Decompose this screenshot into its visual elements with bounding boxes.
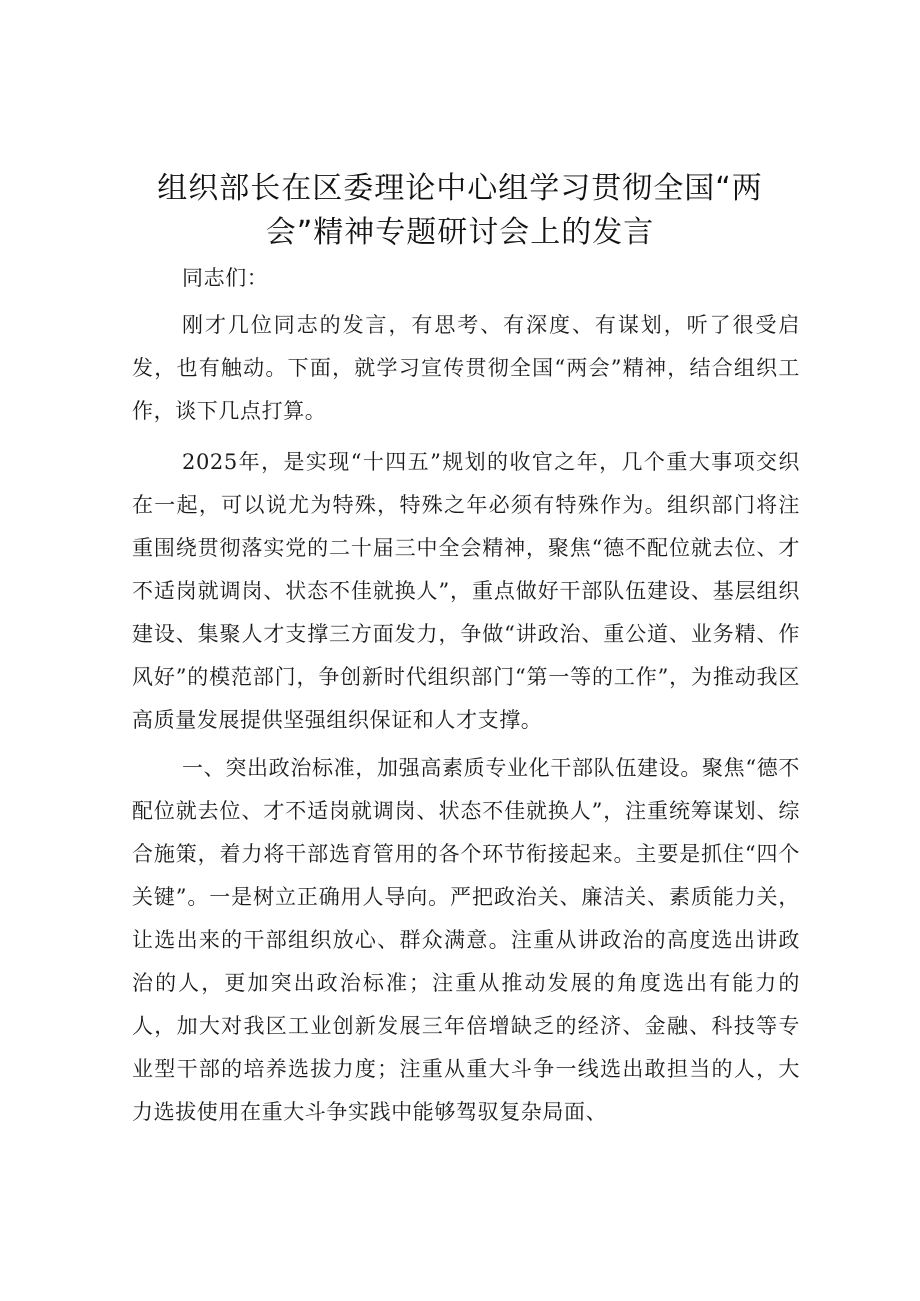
paragraph-section-one: 一、突出政治标准，加强高素质专业化干部队伍建设。聚焦“德不配位就去位、才不适岗就调岗、状态不佳就换人”，注重统筹谋划、综合施策，着力将干部选育管用的各个环节衔接起来。主要是抓住“四个关键”。一是树立正确用人导向。严把政治关、廉洁关、素质能力关，让选出来的干部组织放心、群众满意。注重从讲政治的高度选出讲政治的人，更加突出政治标准；注重从推动发展的角度选出有能力的人，加大对我区工业创新发展三年倍增缺乏的经济、金融、科技等专业型干部的培养选拔力度；注重从重大斗争一线选出敢担当的人，大力选拔使用在重大斗争实践中能够驾驭复杂局面、 xyxy=(132,756,800,1124)
document-title: 组织部长在区委理论中心组学习贯彻全国“两会”精神专题研讨会上的发言 xyxy=(157,171,763,250)
paragraph-opening: 刚才几位同志的发言，有思考、有深度、有谋划，听了很受启发，也有触动。下面，就学习宣传贯彻全国“两会”精神，结合组织工作，谈下几点打算。 xyxy=(132,313,800,423)
salutation: 同志们： xyxy=(182,266,269,290)
paragraph-2025-overview: 2025年，是实现“十四五”规划的收官之年，几个重大事项交织在一起，可以说尤为特殊，特殊之年必须有特殊作为。组织部门将注重围绕贯彻落实党的二十届三中全会精神，聚焦“德不配位就去位、才不适岗就调岗、状态不佳就换人”，重点做好干部队伍建设、基层组织建设、集聚人才支撑三方面发力，争做“讲政治、重公道、业务精、作风好”的模范部门，争创新时代组织部门“第一等的工作”，为推动我区高质量发展提供坚强组织保证和人才支撑。 xyxy=(132,450,800,732)
